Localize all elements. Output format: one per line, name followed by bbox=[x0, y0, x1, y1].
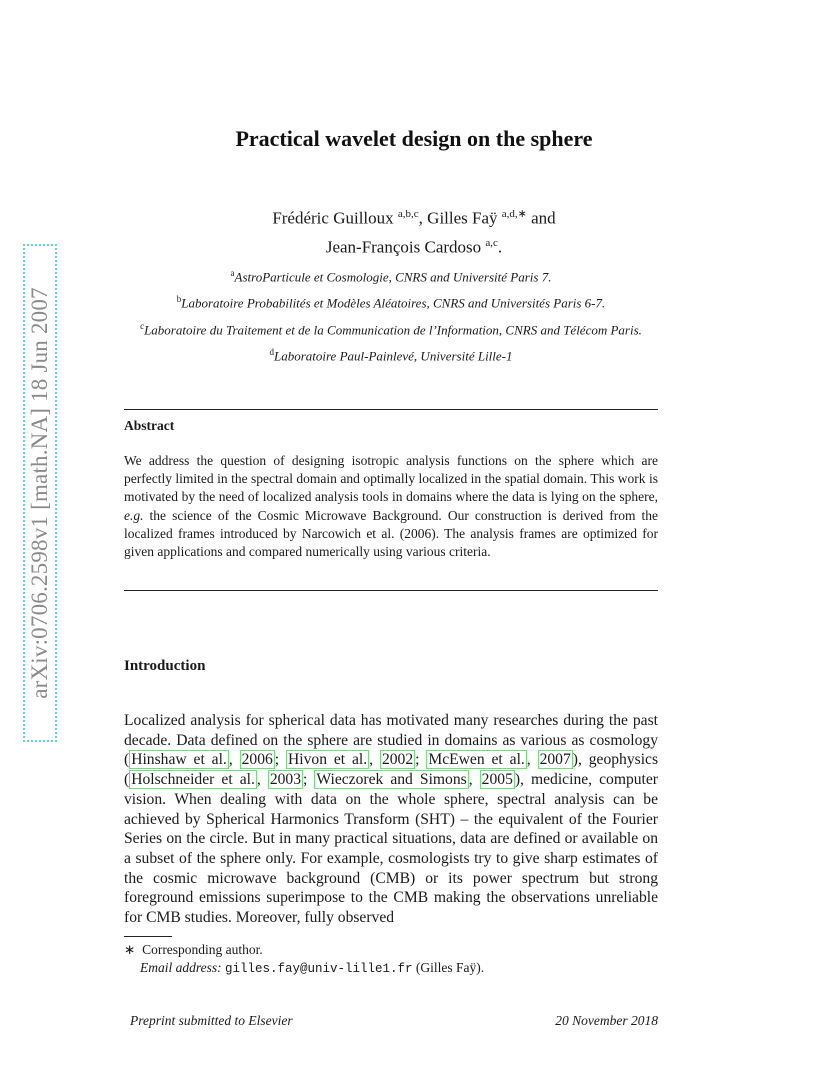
section-heading-introduction: Introduction bbox=[124, 658, 206, 674]
citation-separator: , bbox=[526, 751, 538, 769]
citation-year: 2006 bbox=[241, 751, 273, 769]
abstract-bottom-rule bbox=[124, 590, 658, 591]
citation-link[interactable] bbox=[240, 750, 275, 769]
citation-link[interactable] bbox=[286, 750, 369, 769]
affiliation bbox=[124, 315, 658, 341]
author-affil-sup: a,c bbox=[485, 236, 498, 249]
arxiv-stamp-text: arXiv:0706.2598v1 [math.NA] 18 Jun 2007 bbox=[27, 287, 53, 699]
citation-authors: Wieczorek and Simons bbox=[316, 771, 467, 789]
citation-link[interactable] bbox=[480, 770, 515, 789]
citation-link[interactable] bbox=[268, 770, 303, 789]
preprint-note: Preprint submitted to Elsevier bbox=[130, 1013, 293, 1028]
citation-separator: ; bbox=[415, 751, 427, 769]
affiliation-text: Laboratoire Probabilités et Modèles Aléatoires, CNRS and Universités Paris 6-7. bbox=[181, 295, 606, 311]
abstract-text: We address the question of designing isotropic analysis functions on the sphere which are perfectly limited in the spectral domain and optimally localized in the spatial domain. This work is motivated by the need of localized analysis tools in domains where the data is lying on the sphere, bbox=[124, 453, 658, 505]
footnote-label: Corresponding author. bbox=[142, 942, 263, 957]
citation-link[interactable] bbox=[129, 750, 229, 769]
citation-year: 2003 bbox=[269, 771, 301, 789]
citation-separator: , bbox=[228, 751, 240, 769]
body-text: ), medicine, computer vision. When dealing with data on the whole sphere, spectral analysis can be achieved by Spherical Harmonics Transform (SHT) – the equivalent of the Fourier Series on the circle. But in many practical situations, data are defined or available on a subset of the sphere only. For example, cosmologists try to give sharp estimates of the cosmic microwave background (CMB) or its power spectrum but strong foreground emissions superimpose to the CMB making the observations unreliable for CMB studies. Moreover, fully observed bbox=[124, 771, 658, 927]
footnote-rule bbox=[124, 936, 172, 937]
affiliation-sup: a bbox=[230, 268, 235, 278]
author-name: Frédéric Guilloux bbox=[272, 208, 394, 228]
citation-separator: ; bbox=[303, 771, 315, 789]
citation-separator: ; bbox=[274, 751, 286, 769]
citation-authors: McEwen et al. bbox=[428, 751, 525, 769]
footnote-mark: ∗ bbox=[124, 942, 136, 957]
affiliation bbox=[124, 288, 658, 314]
citation-year: 2002 bbox=[381, 751, 414, 769]
abstract-text: the science of the Cosmic Microwave Background. Our construction is derived from the localized frames introduced by Narcowich et al. (2006). The analysis frames are optimized for given applications and compared numerically using various criteria. bbox=[124, 507, 658, 560]
affiliation bbox=[124, 262, 658, 288]
citation-authors: Hivon et al. bbox=[288, 751, 368, 769]
author-name: Jean-François Cardoso bbox=[325, 237, 482, 257]
affiliation-text: Laboratoire Paul-Painlevé, Université Lille-1 bbox=[273, 348, 513, 364]
email-suffix: (Gilles Faÿ). bbox=[415, 960, 485, 975]
footer-date: 20 November 2018 bbox=[555, 1013, 658, 1028]
arxiv-stamp[interactable] bbox=[23, 244, 57, 742]
citation-link[interactable] bbox=[538, 750, 573, 769]
author-name: Gilles Faÿ bbox=[427, 208, 498, 228]
body-text: ), geophysics ( bbox=[124, 751, 659, 789]
affiliation bbox=[124, 341, 658, 367]
affiliation-sup: b bbox=[176, 294, 182, 305]
affiliation-text: Laboratoire du Traitement et de la Communication de l’Information, CNRS and Télécom Paris. bbox=[144, 321, 642, 337]
footnote bbox=[124, 941, 658, 978]
citation-separator: , bbox=[256, 771, 268, 789]
affiliation-sup: d bbox=[269, 346, 274, 357]
affiliations bbox=[124, 262, 658, 367]
affiliation-sup: c bbox=[140, 320, 145, 331]
citation-link[interactable] bbox=[380, 750, 415, 769]
body-text: Localized analysis for spherical data has motivated many researches during the past decade. Data defined on the sphere are studied in domains as various as cosmology ( bbox=[124, 712, 658, 769]
paper-title: Practical wavelet design on the sphere bbox=[235, 126, 593, 151]
citation-link[interactable] bbox=[129, 770, 257, 789]
citation-authors: Hinshaw et al. bbox=[131, 751, 227, 769]
citation-separator: , bbox=[468, 771, 480, 789]
author-list bbox=[0, 202, 828, 259]
author-separator: and bbox=[526, 208, 556, 228]
author-end: . bbox=[497, 237, 503, 257]
abstract-heading: Abstract bbox=[124, 418, 175, 433]
citation-link[interactable] bbox=[314, 770, 468, 789]
citation-year: 2005 bbox=[481, 771, 513, 789]
author-separator: , bbox=[418, 208, 428, 228]
citation-separator: , bbox=[369, 751, 380, 769]
abstract-top-rule bbox=[124, 409, 658, 410]
email-address[interactable]: gilles.fay@univ-lille1.fr bbox=[225, 962, 413, 976]
author-affil-sup: a,b,c bbox=[397, 208, 419, 220]
abstract-body bbox=[124, 452, 658, 561]
abstract-emphasis: e.g. bbox=[124, 507, 144, 523]
author-affil-sup: a,d,∗ bbox=[501, 208, 527, 220]
citation-year: 2007 bbox=[539, 751, 571, 769]
email-label: Email address: bbox=[140, 960, 222, 975]
citation-link[interactable] bbox=[426, 750, 526, 769]
introduction-body bbox=[124, 711, 658, 928]
affiliation-text: AstroParticule et Cosmologie, CNRS and Université Paris 7. bbox=[234, 269, 552, 285]
citation-authors: Holschneider et al. bbox=[131, 771, 255, 789]
